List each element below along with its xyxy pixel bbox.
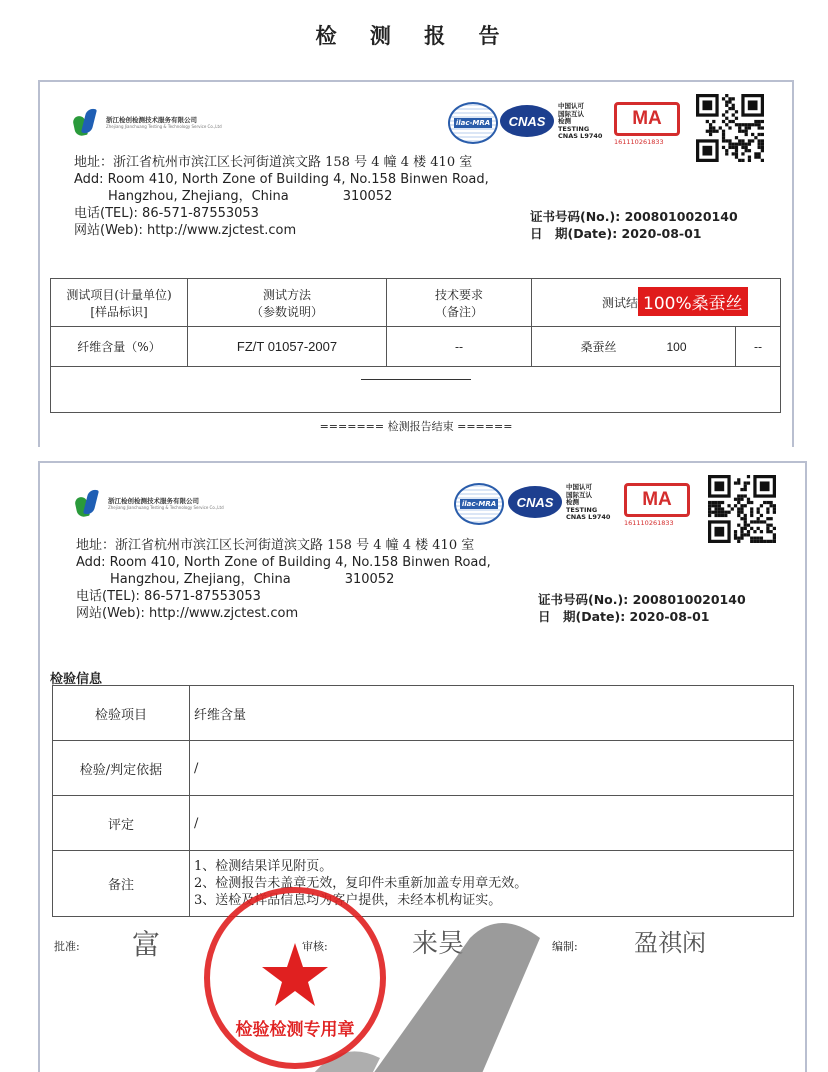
inspection-table [52, 685, 794, 917]
table-row [53, 686, 794, 741]
cell-last: -- [736, 327, 781, 367]
ilac-mra-logo-icon: ilac-MRA [448, 102, 498, 144]
cma-logo-icon: MA [614, 102, 680, 136]
stamp-text: 检验检测专用章 [235, 1020, 355, 1040]
table-row [53, 741, 794, 796]
company-name-en: Zhejiang Jianchuang Testing & Technology Service Co.,Ltd [106, 124, 222, 130]
company-logo-icon [74, 489, 100, 519]
section-title: 检验信息 [50, 672, 103, 687]
end-of-report: ======= 检测报告结束 ====== [319, 420, 513, 433]
remark-line: 2、检测报告未盖章无效，复印件未重新加盖专用章无效。 [194, 876, 528, 891]
cnas-text: 中国认可 国际互认 检测 TESTING CNAS L9740 [558, 102, 603, 140]
telephone: 电话(TEL): 86-571-87553053 [74, 206, 259, 221]
address-cn: 地址：浙江省杭州市滨江区长河街道滨文路 158 号 4 幢 4 楼 410 室 [74, 155, 473, 170]
address-block [74, 154, 489, 239]
certificate-info [530, 208, 738, 242]
row-value: 纤维含量 [190, 686, 794, 741]
compile-signature: 盈祺闲 [634, 929, 706, 957]
table-blank-row [51, 367, 781, 413]
cell-method: FZ/T 01057-2007 [188, 327, 387, 367]
address-en-2: Hangzhou, Zhejiang，China 310052 [110, 572, 395, 587]
company-logo-icon [72, 108, 98, 138]
address-block [76, 537, 491, 622]
cnas-logo-icon: CNAS [500, 105, 554, 137]
website: 网站(Web): http://www.zjctest.com [74, 223, 297, 238]
review-label: 审核: [302, 940, 328, 953]
cma-logo-icon: MA [624, 483, 690, 517]
report-page-1 [38, 80, 794, 447]
remarks-row [53, 851, 794, 917]
certificate-number: 证书号码(No.): 2008010020140 [538, 592, 746, 607]
page-title: 检 测 报 告 [315, 23, 513, 48]
approve-signature: 富 [132, 928, 161, 961]
website: 网站(Web): http://www.zjctest.com [76, 606, 299, 621]
cma-number: 161110261833 [624, 519, 674, 527]
telephone: 电话(TEL): 86-571-87553053 [76, 589, 261, 604]
address-en-1: Add: Room 410, North Zone of Building 4, No.158 Binwen Road, [76, 555, 491, 570]
address-cn: 地址：浙江省杭州市滨江区长河街道滨文路 158 号 4 幢 4 楼 410 室 [76, 538, 475, 553]
row-label: 检验项目 [53, 686, 190, 741]
header-test-method: 测试方法 （参数说明） [188, 279, 387, 327]
certificate-info [538, 591, 746, 625]
certificate-number: 证书号码(No.): 2008010020140 [530, 209, 738, 224]
cma-number: 161110261833 [614, 138, 664, 146]
company-logo [74, 489, 224, 519]
official-stamp [200, 883, 390, 1072]
address-en-1: Add: Room 410, North Zone of Building 4, No.158 Binwen Road, [74, 172, 489, 187]
company-name-cn: 浙江检创检测技术服务有限公司 [108, 496, 199, 505]
review-signature: 来昊 [412, 929, 465, 959]
row-label: 评定 [53, 796, 190, 851]
cell-result: 桑蚕丝 100 [532, 327, 736, 367]
cnas-logo-icon: CNAS [508, 486, 562, 518]
row-value: / [190, 741, 794, 796]
ilac-mra-logo-icon: ilac-MRA [454, 483, 504, 525]
cell-item: 纤维含量（%） [51, 327, 188, 367]
address-en-2: Hangzhou, Zhejiang，China 310052 [108, 189, 393, 204]
certificate-date: 日 期(Date): 2020-08-01 [530, 226, 702, 241]
company-name-en: Zhejiang Jianchuang Testing & Technology Service Co.,Ltd [108, 505, 224, 511]
remark-line: 1、检测结果详见附页。 [194, 859, 333, 874]
compile-label: 编制: [552, 940, 578, 953]
remark-line: 3、送检及样品信息均为客户提供，未经本机构证实。 [194, 893, 502, 908]
header-test-item: 测试项目(计量单位) [样品标识] [51, 279, 188, 327]
company-logo [72, 108, 222, 138]
report-page-2 [38, 461, 807, 1072]
row-label: 检验/判定依据 [53, 741, 190, 796]
cnas-text: 中国认可 国际互认 检测 TESTING CNAS L9740 [566, 483, 611, 521]
certificate-date: 日 期(Date): 2020-08-01 [538, 609, 710, 624]
qr-code-icon [708, 475, 776, 543]
cell-requirement: -- [387, 327, 532, 367]
table-row [51, 327, 781, 367]
company-name-cn: 浙江检创检测技术服务有限公司 [106, 115, 197, 124]
approve-label: 批准: [54, 940, 80, 953]
header-test-result: 测试结 [532, 279, 781, 327]
qr-code-icon [696, 94, 764, 162]
highlight-label: 100%桑蚕丝 [638, 287, 748, 316]
row-value: / [190, 796, 794, 851]
divider [361, 379, 471, 380]
remarks-label: 备注 [53, 851, 190, 917]
header-requirement: 技术要求 （备注） [387, 279, 532, 327]
table-row [53, 796, 794, 851]
